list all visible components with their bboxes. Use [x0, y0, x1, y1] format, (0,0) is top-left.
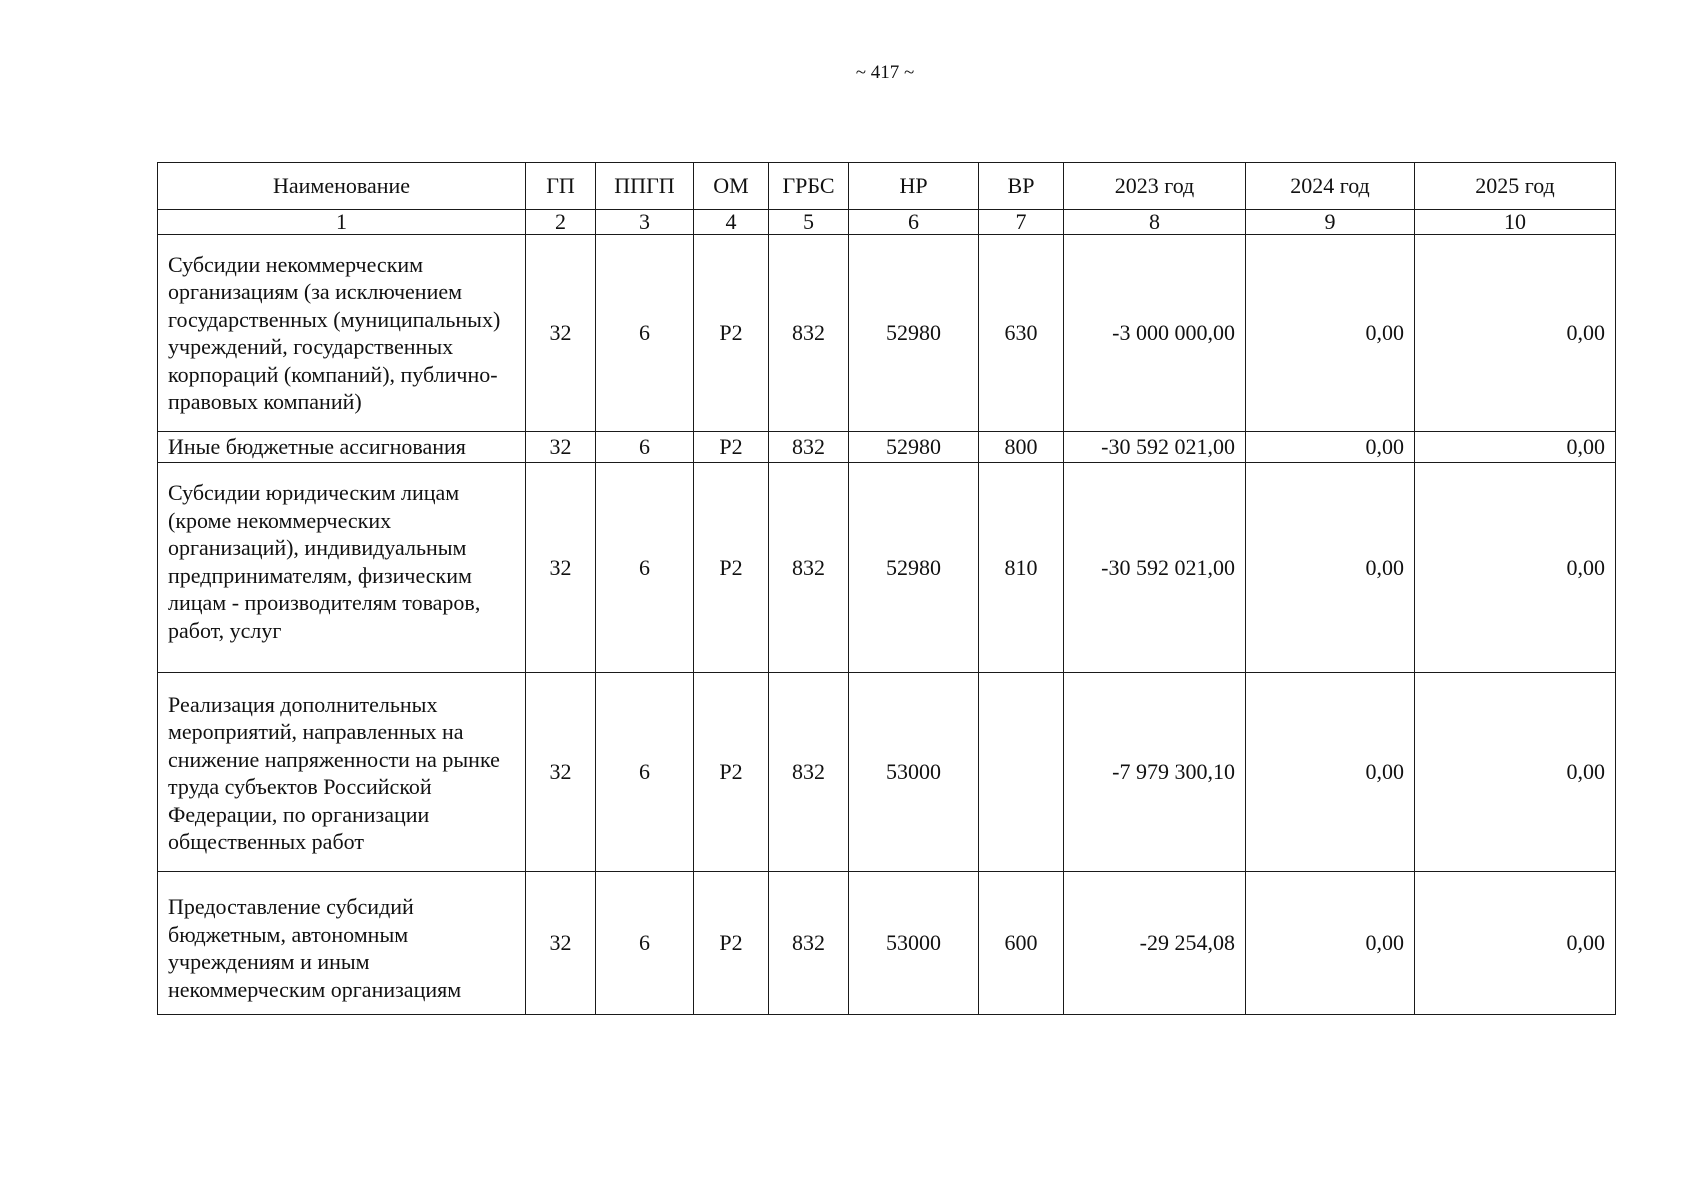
- row-2025: 0,00: [1415, 432, 1616, 463]
- header-nr: НР: [849, 163, 979, 210]
- row-gp: 32: [526, 673, 596, 872]
- header-ppgp: ППГП: [596, 163, 694, 210]
- budget-table: [157, 162, 1616, 1015]
- column-number: 6: [849, 210, 979, 235]
- row-2025: 0,00: [1415, 872, 1616, 1015]
- column-number: 4: [694, 210, 769, 235]
- row-gp: 32: [526, 872, 596, 1015]
- row-2025: 0,00: [1415, 673, 1616, 872]
- column-number: 8: [1064, 210, 1246, 235]
- row-vr: 600: [979, 872, 1064, 1015]
- column-number: 7: [979, 210, 1064, 235]
- row-om: Р2: [694, 872, 769, 1015]
- row-ppgp: 6: [596, 463, 694, 673]
- row-ppgp: 6: [596, 673, 694, 872]
- header-name: Наименование: [158, 163, 526, 210]
- header-2023: 2023 год: [1064, 163, 1246, 210]
- row-2025: 0,00: [1415, 235, 1616, 432]
- row-vr: 800: [979, 432, 1064, 463]
- row-om: Р2: [694, 673, 769, 872]
- header-row: [158, 163, 1616, 210]
- row-nr: 53000: [849, 673, 979, 872]
- row-grbs: 832: [769, 872, 849, 1015]
- row-grbs: 832: [769, 673, 849, 872]
- header-vr: ВР: [979, 163, 1064, 210]
- table-row: [158, 872, 1616, 1015]
- table-row: [158, 673, 1616, 872]
- row-2024: 0,00: [1246, 235, 1415, 432]
- row-2024: 0,00: [1246, 463, 1415, 673]
- row-gp: 32: [526, 463, 596, 673]
- row-gp: 32: [526, 432, 596, 463]
- column-number: 1: [158, 210, 526, 235]
- row-name: Предоставление субсидий бюджетным, автономным учреждениям и иным некоммерческим организациям: [158, 872, 526, 1015]
- table-row: [158, 432, 1616, 463]
- row-2023: -30 592 021,00: [1064, 463, 1246, 673]
- row-om: Р2: [694, 235, 769, 432]
- column-number: 5: [769, 210, 849, 235]
- row-2024: 0,00: [1246, 872, 1415, 1015]
- row-2023: -29 254,08: [1064, 872, 1246, 1015]
- header-om: ОМ: [694, 163, 769, 210]
- row-om: Р2: [694, 463, 769, 673]
- row-name: Субсидии некоммерческим организациям (за исключением государственных (муниципальных) учреждений, государственных корпораций (компаний), публично-правовых компаний): [158, 235, 526, 432]
- table-row: [158, 463, 1616, 673]
- row-nr: 53000: [849, 872, 979, 1015]
- column-number: 2: [526, 210, 596, 235]
- row-ppgp: 6: [596, 235, 694, 432]
- header-gp: ГП: [526, 163, 596, 210]
- table-row: [158, 235, 1616, 432]
- column-number: 10: [1415, 210, 1616, 235]
- row-nr: 52980: [849, 463, 979, 673]
- row-2024: 0,00: [1246, 432, 1415, 463]
- header-2025: 2025 год: [1415, 163, 1616, 210]
- column-number-row: [158, 210, 1616, 235]
- row-grbs: 832: [769, 463, 849, 673]
- row-vr: [979, 673, 1064, 872]
- row-2023: -3 000 000,00: [1064, 235, 1246, 432]
- column-number: 3: [596, 210, 694, 235]
- header-grbs: ГРБС: [769, 163, 849, 210]
- row-2024: 0,00: [1246, 673, 1415, 872]
- row-gp: 32: [526, 235, 596, 432]
- row-vr: 810: [979, 463, 1064, 673]
- row-ppgp: 6: [596, 432, 694, 463]
- row-ppgp: 6: [596, 872, 694, 1015]
- row-2023: -7 979 300,10: [1064, 673, 1246, 872]
- row-nr: 52980: [849, 432, 979, 463]
- row-grbs: 832: [769, 432, 849, 463]
- row-name: Субсидии юридическим лицам (кроме некоммерческих организаций), индивидуальным предпринимателям, физическим лицам - производителям товаров, работ, услуг: [158, 463, 526, 673]
- header-2024: 2024 год: [1246, 163, 1415, 210]
- row-name: Иные бюджетные ассигнования: [158, 432, 526, 463]
- row-2023: -30 592 021,00: [1064, 432, 1246, 463]
- row-name: Реализация дополнительных мероприятий, направленных на снижение напряженности на рынке труда субъектов Российской Федерации, по организации общественных работ: [158, 673, 526, 872]
- row-vr: 630: [979, 235, 1064, 432]
- page-number: ~ 417 ~: [855, 62, 915, 83]
- row-om: Р2: [694, 432, 769, 463]
- row-grbs: 832: [769, 235, 849, 432]
- row-2025: 0,00: [1415, 463, 1616, 673]
- row-nr: 52980: [849, 235, 979, 432]
- column-number: 9: [1246, 210, 1415, 235]
